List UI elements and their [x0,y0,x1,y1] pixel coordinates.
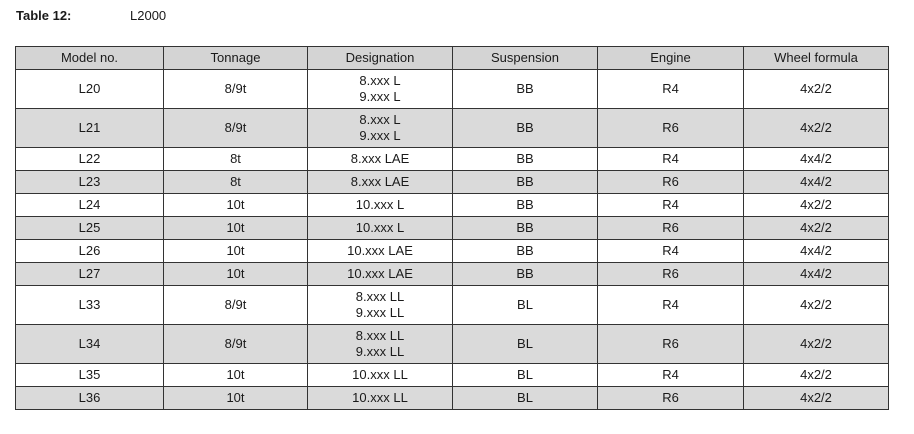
cell-tonnage: 10t [164,387,308,410]
cell-engine: R4 [598,148,744,171]
cell-engine: R4 [598,194,744,217]
cell-engine: R6 [598,171,744,194]
cell-engine: R6 [598,263,744,286]
cell-designation [308,171,453,194]
designation-line: 10.xxx LAE [347,266,413,281]
cell-suspension: BB [453,171,598,194]
cell-suspension: BL [453,325,598,364]
table-row [16,286,889,325]
designation-line: 8.xxx LL [355,328,405,343]
col-header-engine: Engine [598,47,744,70]
caption-label: Table 12: [16,8,72,23]
table-row [16,387,889,410]
table-header-row [16,47,889,70]
designation-line: 10.xxx LAE [347,243,413,258]
cell-wheel-formula: 4x2/2 [744,194,889,217]
cell-suspension: BL [453,286,598,325]
cell-wheel-formula: 4x4/2 [744,263,889,286]
designation-line: 10.xxx LL [352,367,408,382]
cell-model: L20 [16,70,164,109]
cell-suspension: BB [453,109,598,148]
designation-line: 8.xxx LAE [350,174,410,189]
cell-engine: R4 [598,286,744,325]
designation-line: 8.xxx LAE [350,151,410,166]
col-header-tonnage: Tonnage [164,47,308,70]
cell-wheel-formula: 4x2/2 [744,387,889,410]
cell-wheel-formula: 4x4/2 [744,171,889,194]
table-row [16,109,889,148]
col-header-suspension: Suspension [453,47,598,70]
cell-model: L27 [16,263,164,286]
designation-line: 8.xxx L [359,73,401,88]
designation-line: 10.xxx L [355,197,405,212]
cell-tonnage: 8/9t [164,286,308,325]
table-row [16,240,889,263]
cell-suspension: BB [453,148,598,171]
cell-suspension: BB [453,70,598,109]
cell-wheel-formula: 4x2/2 [744,286,889,325]
cell-tonnage: 8/9t [164,109,308,148]
cell-designation [308,364,453,387]
cell-designation [308,70,453,109]
cell-model: L34 [16,325,164,364]
cell-designation [308,387,453,410]
table-row [16,70,889,109]
designation-line: 9.xxx L [359,89,401,104]
cell-engine: R6 [598,217,744,240]
cell-suspension: BL [453,364,598,387]
cell-suspension: BB [453,240,598,263]
cell-model: L36 [16,387,164,410]
cell-tonnage: 10t [164,263,308,286]
caption-value: L2000 [130,8,167,23]
models-table [15,46,889,410]
cell-tonnage: 8/9t [164,70,308,109]
table-row [16,194,889,217]
cell-tonnage: 10t [164,194,308,217]
designation-line: 9.xxx LL [355,344,405,359]
cell-model: L25 [16,217,164,240]
col-header-model: Model no. [16,47,164,70]
designation-line: 8.xxx LL [355,289,405,304]
table-row [16,148,889,171]
designation-line: 9.xxx L [359,128,401,143]
table-row [16,171,889,194]
designation-line: 8.xxx L [359,112,401,127]
cell-suspension: BB [453,217,598,240]
cell-wheel-formula: 4x2/2 [744,325,889,364]
cell-designation [308,109,453,148]
cell-suspension: BB [453,263,598,286]
cell-engine: R6 [598,325,744,364]
cell-tonnage: 10t [164,364,308,387]
cell-model: L24 [16,194,164,217]
cell-wheel-formula: 4x4/2 [744,240,889,263]
cell-designation [308,286,453,325]
col-header-designation: Designation [308,47,453,70]
cell-designation [308,240,453,263]
cell-tonnage: 8t [164,171,308,194]
cell-tonnage: 10t [164,240,308,263]
table-row [16,217,889,240]
cell-tonnage: 8/9t [164,325,308,364]
table-row [16,325,889,364]
cell-wheel-formula: 4x4/2 [744,148,889,171]
cell-model: L22 [16,148,164,171]
designation-line: 10.xxx L [355,220,405,235]
cell-tonnage: 8t [164,148,308,171]
cell-suspension: BB [453,194,598,217]
table-row [16,263,889,286]
cell-tonnage: 10t [164,217,308,240]
cell-engine: R6 [598,387,744,410]
cell-designation [308,148,453,171]
designation-line: 10.xxx LL [352,390,408,405]
cell-engine: R4 [598,240,744,263]
cell-wheel-formula: 4x2/2 [744,109,889,148]
table-row [16,364,889,387]
cell-engine: R6 [598,109,744,148]
cell-designation [308,194,453,217]
col-header-wheel-formula: Wheel formula [744,47,889,70]
cell-wheel-formula: 4x2/2 [744,364,889,387]
cell-model: L23 [16,171,164,194]
cell-model: L33 [16,286,164,325]
designation-line: 9.xxx LL [355,305,405,320]
cell-model: L21 [16,109,164,148]
cell-model: L26 [16,240,164,263]
cell-suspension: BL [453,387,598,410]
cell-designation [308,217,453,240]
cell-engine: R4 [598,70,744,109]
cell-model: L35 [16,364,164,387]
cell-designation [308,263,453,286]
cell-wheel-formula: 4x2/2 [744,70,889,109]
cell-wheel-formula: 4x2/2 [744,217,889,240]
table-caption [16,8,166,23]
cell-designation [308,325,453,364]
cell-engine: R4 [598,364,744,387]
